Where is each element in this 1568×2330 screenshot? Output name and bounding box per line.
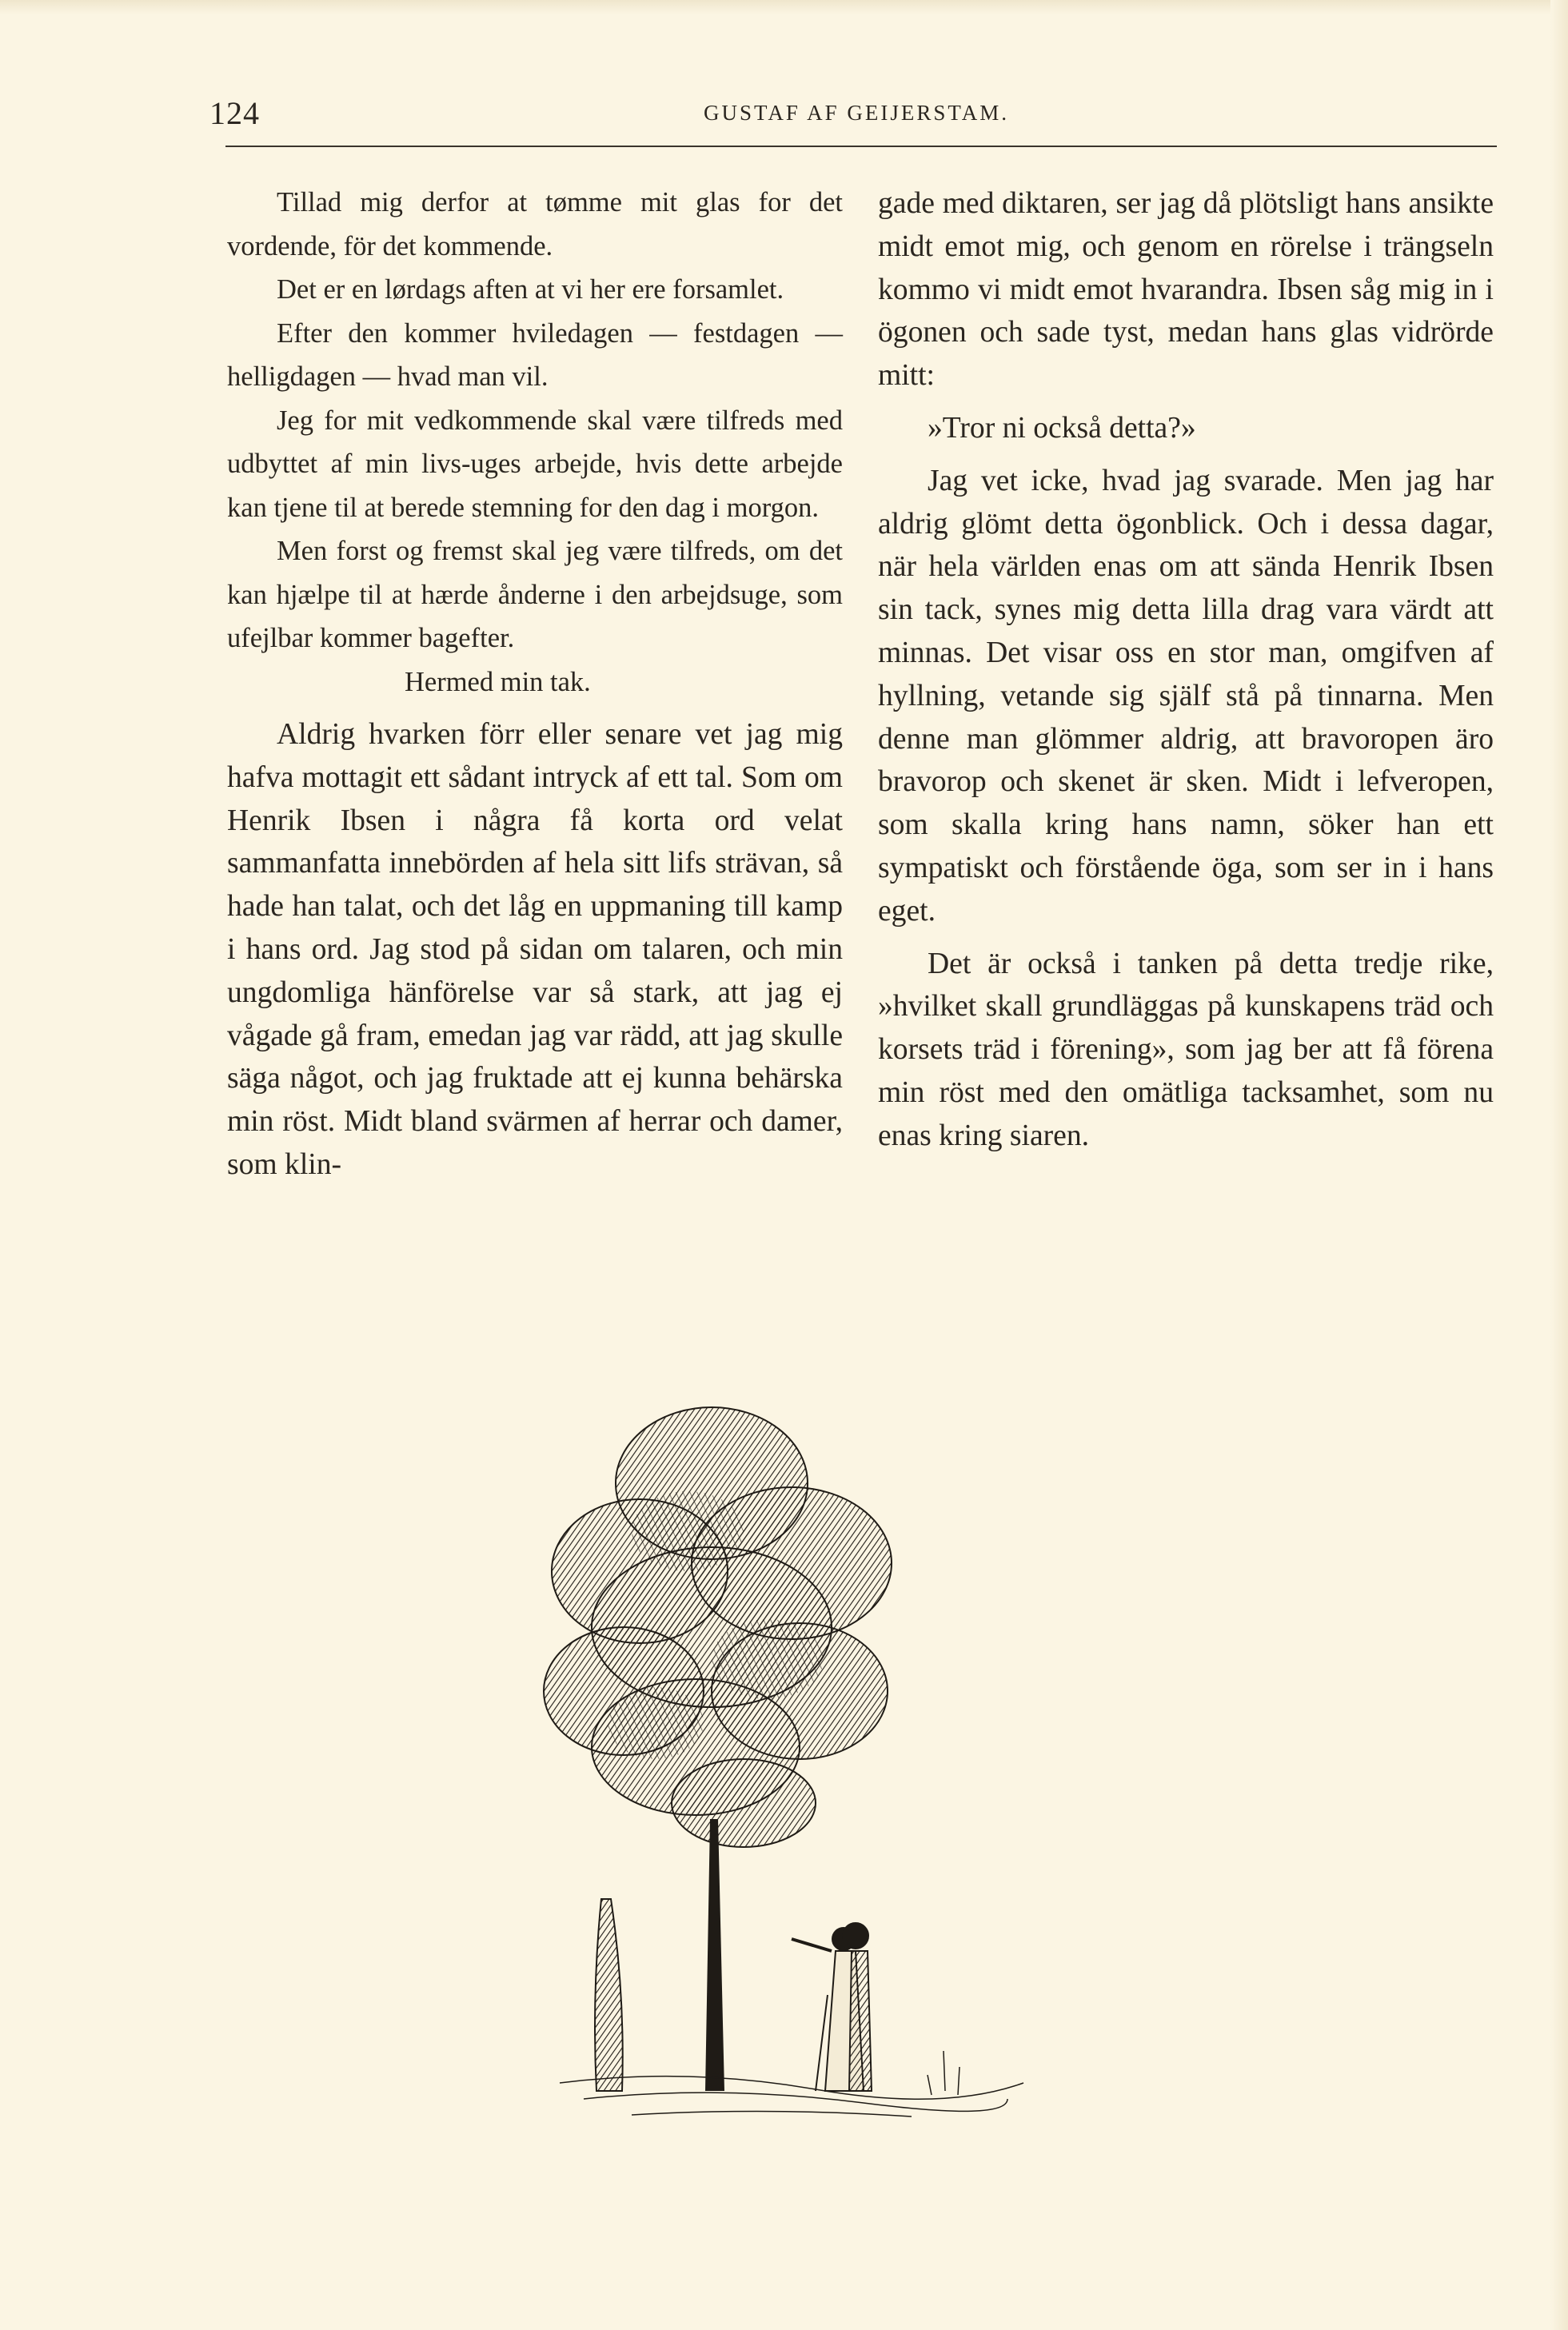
- narrative-paragraph: gade med diktaren, ser jag då plötsligt hans ansikte midt emot mig, och genom en rörelse i trängseln kommo vi midt emot hvarandra. Ibsen såg mig in i ögonen och sade tyst, medan hans glas vidrörde mitt:: [878, 187, 1494, 393]
- tree-foliage: [544, 1407, 892, 1847]
- right-column: [878, 182, 1494, 1158]
- left-column: [227, 181, 843, 1187]
- tree-trunk: [705, 1819, 724, 2091]
- couple-figures: [792, 1923, 872, 2091]
- quoted-line: »Tror ni också detta?»: [928, 411, 1196, 445]
- tree-engraving-icon: [528, 1387, 1087, 2147]
- page-edge-right: [1550, 0, 1568, 2330]
- poplar: [595, 1899, 623, 2091]
- page-number: 124: [209, 95, 260, 131]
- speech-paragraph: Tillad mig derfor at tømme mit glas for det vordende, för det kommende.: [227, 187, 843, 261]
- narrative-block: [227, 713, 843, 1187]
- narrative-paragraph: Jag vet icke, hvad jag svarade. Men jag har aldrig glömt detta ögonblick. Och i dessa dagar, när hela världen enas om att sända Henrik Ibsen sin tack, synes mig detta lilla drag vara värdt att minnas. Det visar oss en stor man, omgifven af hyllning, vetande sig själf stå på tinnarna. Men denne man glömmer aldrig, att bravoropen äro bravorop och skenet är sken. Midt i lefveropen, som skalla kring hans namn, söker han ett sympatiskt och förstående öga, som ser in i hans eget.: [878, 464, 1494, 928]
- page-edge-top: [0, 0, 1568, 14]
- speech-block: [227, 181, 843, 704]
- speech-paragraph: Efter den kommer hviledagen — festdagen — helligdagen — hvad man vil.: [227, 317, 843, 392]
- speech-paragraph: Men forst og fremst skal jeg være tilfreds, om det kan hjælpe til at hærde ånderne i den arbejdsuge, som ufejlbar kommer bagefter.: [227, 536, 843, 653]
- speech-paragraph: Det er en lørdags aften at vi her ere forsamlet.: [277, 274, 784, 305]
- running-title: GUSTAF AF GEIJERSTAM.: [704, 101, 1009, 125]
- ground: [560, 2051, 1023, 2117]
- speech-signoff: Hermed min tak.: [405, 666, 591, 697]
- narrative-paragraph: Aldrig hvarken förr eller senare vet jag mig hafva mottagit ett sådant intryck af ett tal. Som om Henrik Ibsen i några få korta ord velat sammanfatta innebörden af hela sitt lifs strävan, så hade han talat, och det låg en uppmaning till kamp i hans ord. Jag stod på sidan om talaren, och min ungdomliga hänförelse var så stark, att jag ej vågade gå fram, emedan jag var rädd, att jag skulle säga något, och jag fruktade att ej kunna behärska min röst. Midt bland svärmen af herrar och damer, som klin-: [227, 718, 843, 1181]
- speech-paragraph: Jeg for mit vedkommende skal være tilfreds med udbyttet af min livs-uges arbejde, hvis dette arbejde kan tjene til at berede stemning for den dag i morgon.: [227, 405, 843, 523]
- narrative-paragraph: Det är också i tanken på detta tredje rike, »hvilket skall grundläggas på kunskapens träd och korsets träd i förening», som jag ber att få förena min röst med den omätliga tacksamhet, som nu enas kring siaren.: [878, 947, 1494, 1152]
- header-rule: [225, 146, 1497, 147]
